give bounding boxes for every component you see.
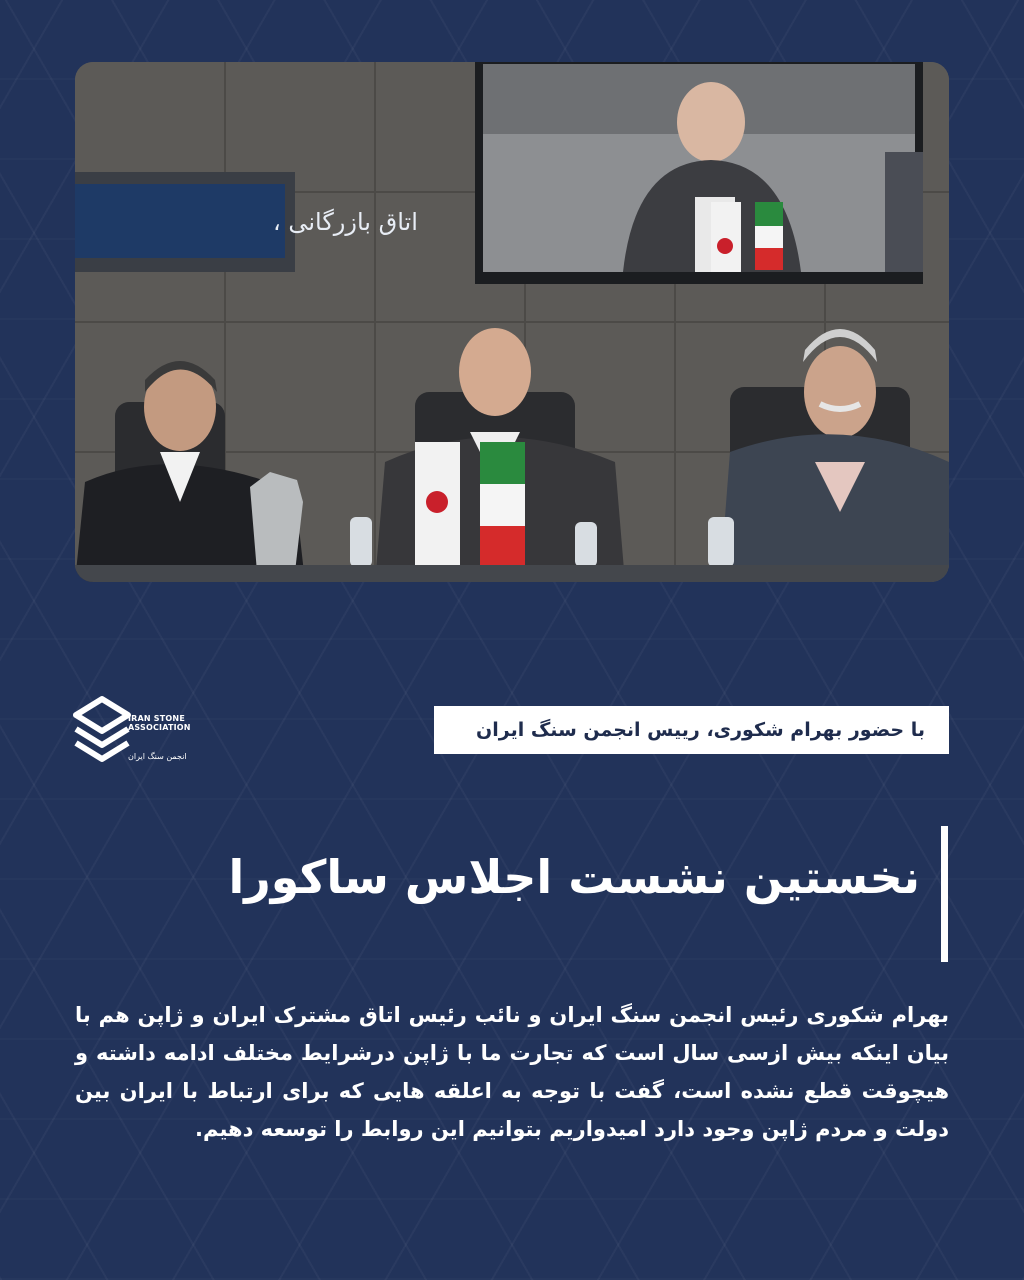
sign-text: اتاق بازرگانی ، [273, 208, 418, 236]
subtitle-text: با حضور بهرام شکوری، رییس انجمن سنگ ایران [476, 719, 925, 741]
logo-name-en: IRAN STONE ASSOCIATION [128, 714, 191, 732]
title-accent-line [941, 826, 948, 962]
meeting-photo [75, 62, 949, 582]
headline: نخستین نشست اجلاس ساکورا [228, 850, 920, 904]
stone-association-logo-icon [72, 693, 132, 769]
stone-association-logo [72, 693, 192, 773]
logo-name-fa: انجمن سنگ ایران [128, 752, 187, 761]
iran-flag [480, 442, 525, 484]
sign-panel [75, 184, 285, 258]
meeting-illustration [75, 62, 949, 582]
subtitle-bar [434, 706, 949, 754]
body-paragraph: بهرام شکوری رئیس انجمن سنگ ایران و نائب رئیس اتاق مشترک ایران و ژاپن هم با بیان اینکه بیش ازسی سال است که تجارت ما با ژاپن درشرایط مختلف ادامه داشته و هیچوقت قطع نشده است، گفت با توجه به اعلقه هایی که برای ارتباط با ایران بین دولت و مردم ژاپن وجود دارد امیدواریم بتوانیم این روابط را توسعه دهیم. [75, 1003, 949, 1141]
